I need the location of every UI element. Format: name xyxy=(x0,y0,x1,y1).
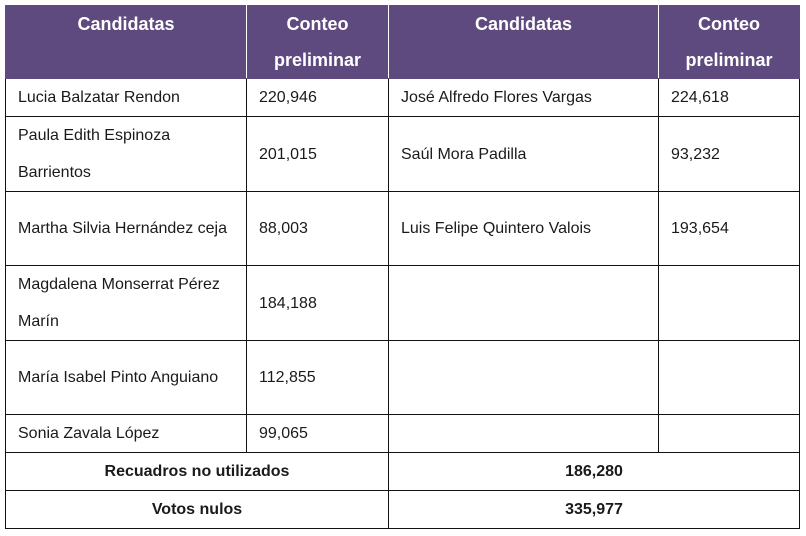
unused-ballots-value: 186,280 xyxy=(389,453,800,491)
candidate-name-left: Martha Silvia Hernández ceja xyxy=(6,192,247,266)
candidate-count-right: 93,232 xyxy=(659,117,800,192)
header-conteo-1: Conteo preliminar xyxy=(247,6,389,79)
header-candidatas-2: Candidatas xyxy=(389,6,659,79)
unused-ballots-label: Recuadros no utilizados xyxy=(6,453,389,491)
table-row xyxy=(6,341,800,415)
table-row xyxy=(6,266,800,341)
candidate-count-left: 201,015 xyxy=(247,117,389,192)
candidate-name-right xyxy=(389,266,659,341)
candidate-name-left: Paula Edith Espinoza Barrientos xyxy=(6,117,247,192)
candidate-name-right xyxy=(389,415,659,453)
candidate-name-right: José Alfredo Flores Vargas xyxy=(389,79,659,117)
candidate-count-left: 220,946 xyxy=(247,79,389,117)
unused-ballots-row xyxy=(6,453,800,491)
candidate-name-left: Lucia Balzatar Rendon xyxy=(6,79,247,117)
table-row xyxy=(6,79,800,117)
null-votes-value: 335,977 xyxy=(389,491,800,529)
candidate-count-right: 193,654 xyxy=(659,192,800,266)
candidate-name-right: Saúl Mora Padilla xyxy=(389,117,659,192)
candidate-name-left: María Isabel Pinto Anguiano xyxy=(6,341,247,415)
candidate-count-left: 88,003 xyxy=(247,192,389,266)
candidate-name-right: Luis Felipe Quintero Valois xyxy=(389,192,659,266)
header-candidatas-1: Candidatas xyxy=(6,6,247,79)
candidate-count-left: 112,855 xyxy=(247,341,389,415)
null-votes-label: Votos nulos xyxy=(6,491,389,529)
candidate-count-left: 99,065 xyxy=(247,415,389,453)
candidate-name-right xyxy=(389,341,659,415)
table-row xyxy=(6,415,800,453)
table-row xyxy=(6,117,800,192)
candidate-count-right xyxy=(659,341,800,415)
header-conteo-2: Conteo preliminar xyxy=(659,6,800,79)
null-votes-row xyxy=(6,491,800,529)
results-table xyxy=(5,5,800,529)
table-row xyxy=(6,192,800,266)
candidate-count-right xyxy=(659,415,800,453)
header-row xyxy=(6,6,800,79)
candidate-count-right: 224,618 xyxy=(659,79,800,117)
candidate-name-left: Magdalena Monserrat Pérez Marín xyxy=(6,266,247,341)
candidate-count-left: 184,188 xyxy=(247,266,389,341)
candidate-count-right xyxy=(659,266,800,341)
candidate-name-left: Sonia Zavala López xyxy=(6,415,247,453)
